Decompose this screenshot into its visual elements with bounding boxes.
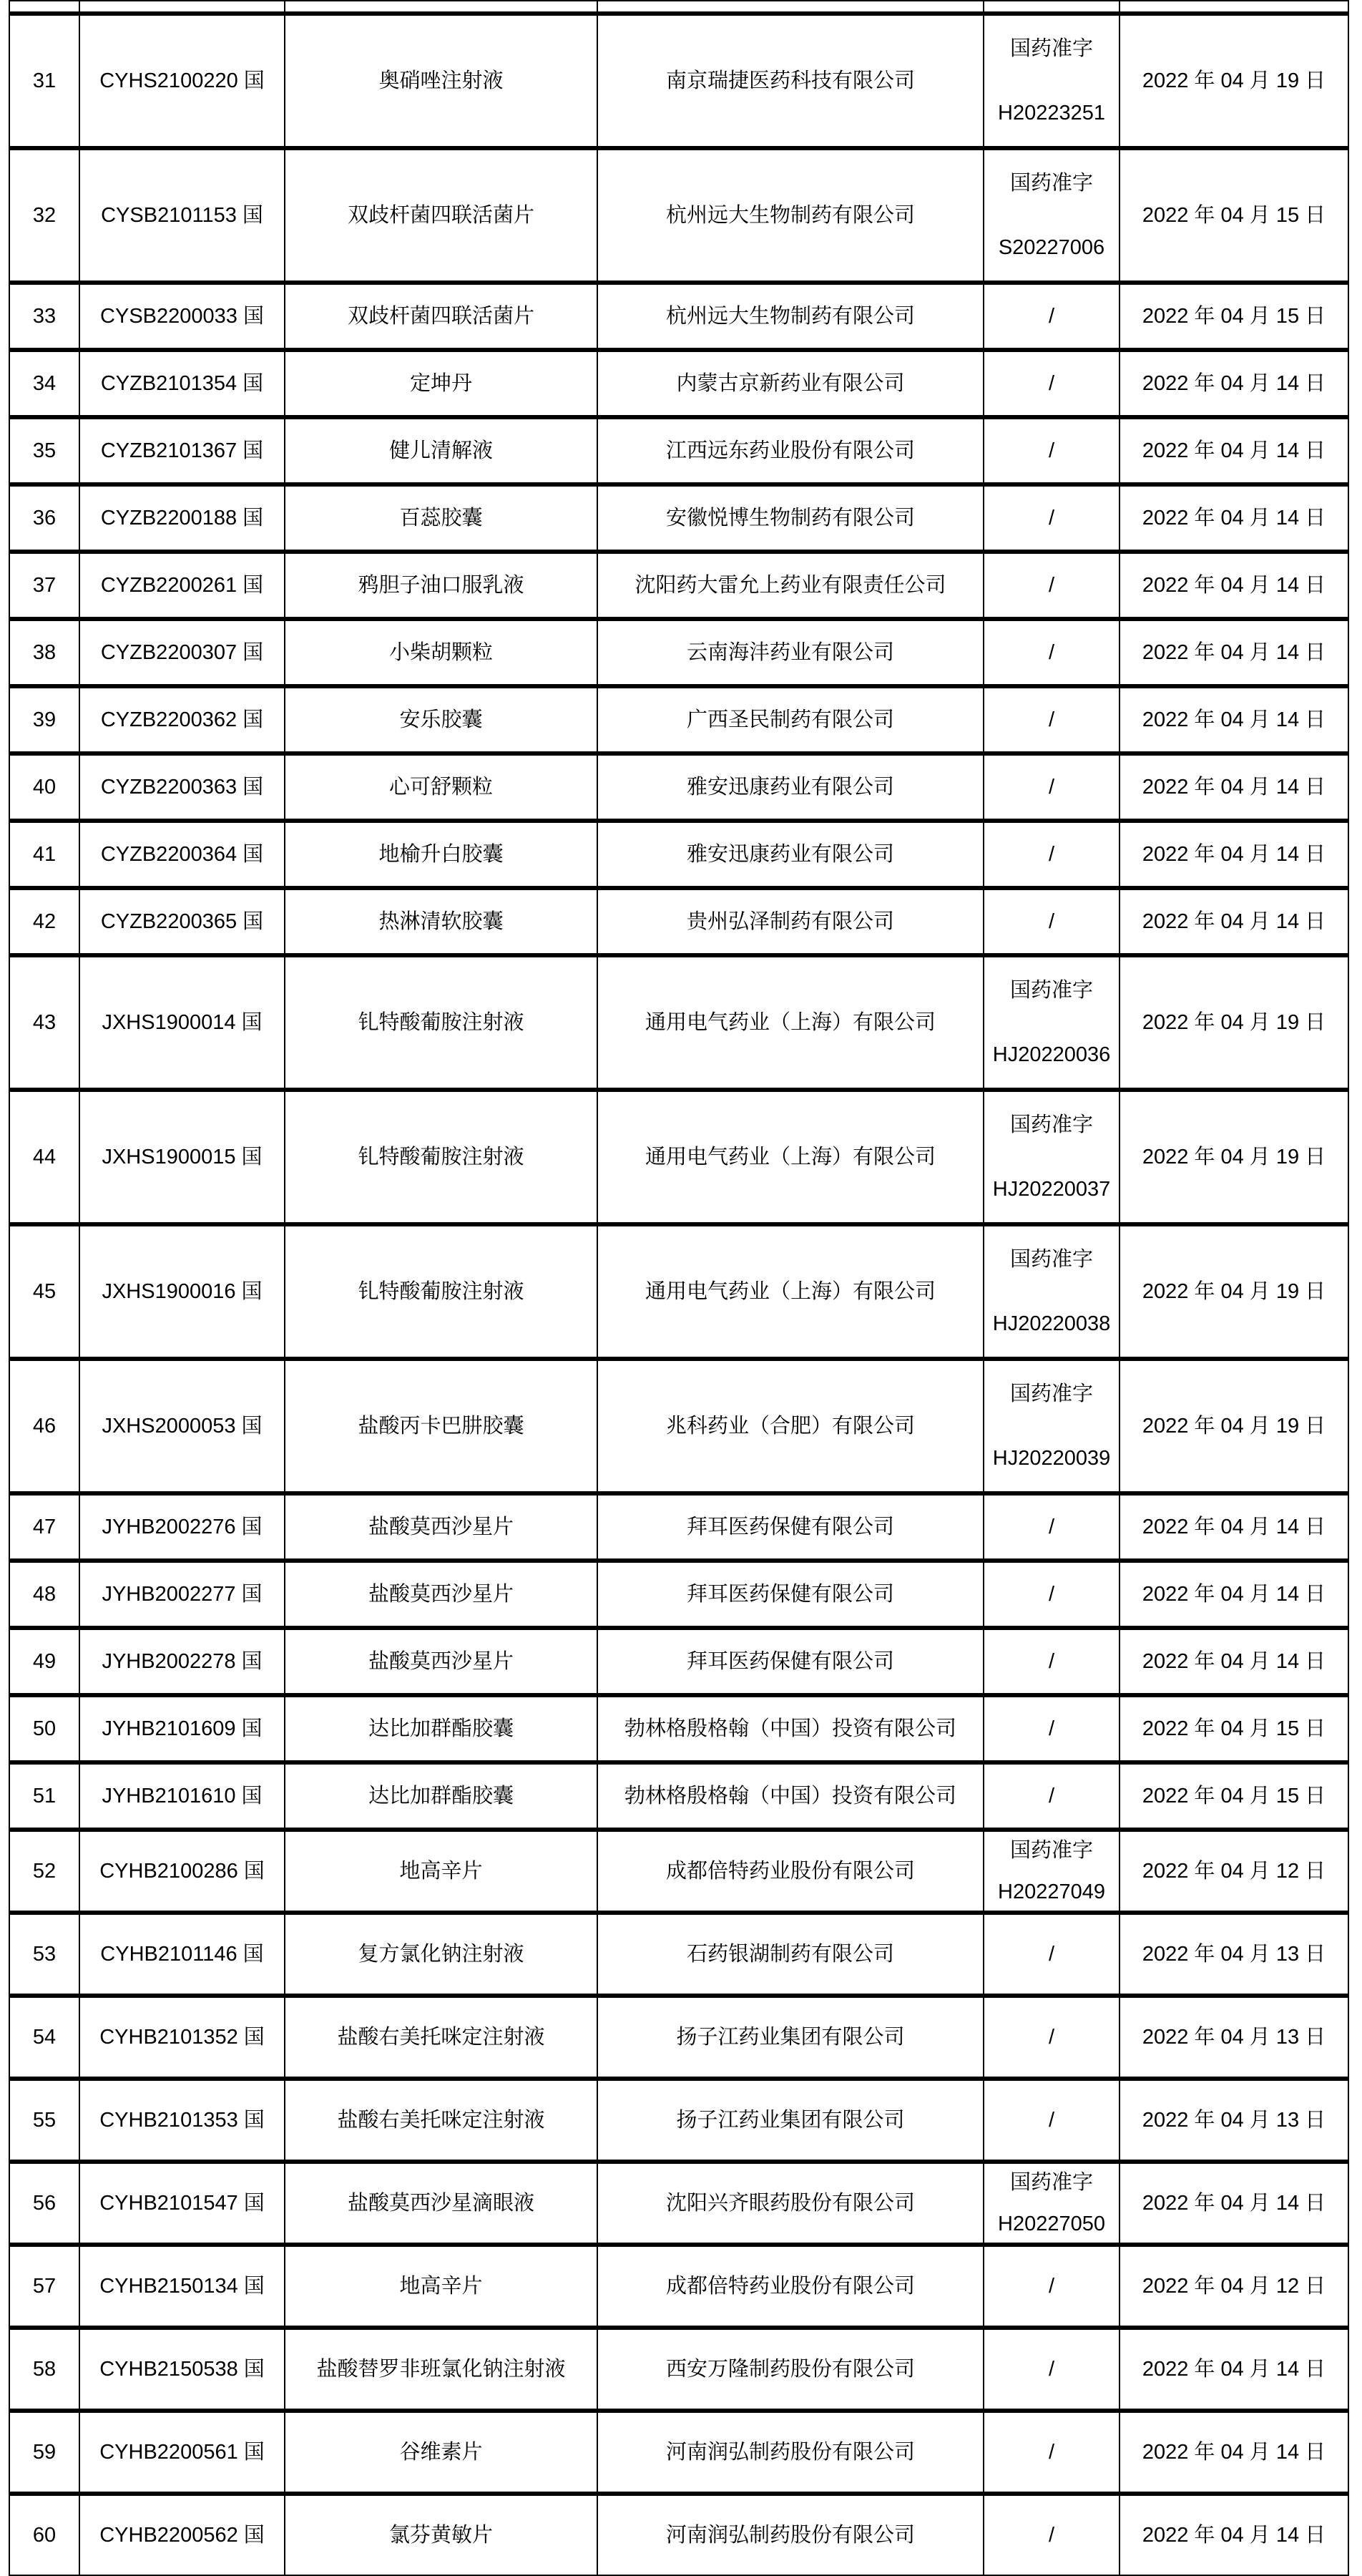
approval-no-cell: / — [984, 1913, 1120, 1996]
approval-no-cell: / — [984, 888, 1120, 955]
row-number-cell: 51 — [9, 1762, 79, 1830]
acceptance-no-cell: CYHB2200561 国 — [79, 2411, 285, 2494]
approval-no-cell: / — [984, 686, 1120, 753]
acceptance-no-cell: JXHS1900015 国 — [79, 1090, 285, 1224]
drug-name-cell: 复方氯化钠注射液 — [285, 1913, 597, 1996]
approval-no-cell: / — [984, 1996, 1120, 2079]
table-row — [9, 619, 1348, 686]
drug-name-cell: 双歧杆菌四联活菌片 — [285, 148, 597, 283]
approval-no-cell: / — [984, 2494, 1120, 2576]
approval-date-cell: 2022 年 04 月 14 日 — [1120, 686, 1348, 753]
acceptance-no-cell: CYHB2101547 国 — [79, 2162, 285, 2245]
row-number-cell: 31 — [9, 14, 79, 148]
approval-number: HJ20220037 — [992, 1178, 1111, 1201]
acceptance-no-cell: CYZB2200364 国 — [79, 821, 285, 888]
approval-number: HJ20220039 — [992, 1447, 1111, 1470]
table-row — [9, 148, 1348, 283]
drug-name-cell: 安乐胶囊 — [285, 686, 597, 753]
drug-name-cell: 谷维素片 — [285, 2411, 597, 2494]
company-cell: 石药银湖制药有限公司 — [597, 1913, 984, 1996]
row-number-cell: 37 — [9, 552, 79, 619]
approval-no-cell: / — [984, 1695, 1120, 1762]
drug-name-cell: 盐酸莫西沙星片 — [285, 1493, 597, 1561]
table-row — [9, 1913, 1348, 1996]
approval-no-cell — [984, 955, 1120, 1090]
approval-date-cell: 2022 年 04 月 14 日 — [1120, 417, 1348, 484]
acceptance-no-cell: CYZB2200363 国 — [79, 753, 285, 821]
acceptance-no-cell: CYZB2200365 国 — [79, 888, 285, 955]
approval-no-cell: / — [984, 1561, 1120, 1628]
approval-no-cell: / — [984, 484, 1120, 552]
drug-name-cell: 盐酸丙卡巴肼胶囊 — [285, 1359, 597, 1493]
company-cell: 广西圣民制药有限公司 — [597, 686, 984, 753]
sliver-cell — [597, 1, 984, 14]
row-number-cell: 41 — [9, 821, 79, 888]
company-cell: 杭州远大生物制药有限公司 — [597, 283, 984, 350]
table-row — [9, 821, 1348, 888]
approval-date-cell: 2022 年 04 月 14 日 — [1120, 1628, 1348, 1695]
approval-date-cell: 2022 年 04 月 15 日 — [1120, 148, 1348, 283]
approval-date-cell: 2022 年 04 月 14 日 — [1120, 484, 1348, 552]
row-number-cell: 53 — [9, 1913, 79, 1996]
approval-date-cell: 2022 年 04 月 14 日 — [1120, 350, 1348, 417]
company-cell: 拜耳医药保健有限公司 — [597, 1628, 984, 1695]
acceptance-no-cell: CYHB2150134 国 — [79, 2245, 285, 2328]
company-cell: 沈阳兴齐眼药股份有限公司 — [597, 2162, 984, 2245]
drug-name-cell: 健儿清解液 — [285, 417, 597, 484]
acceptance-no-cell: JYHB2002278 国 — [79, 1628, 285, 1695]
drug-name-cell: 双歧杆菌四联活菌片 — [285, 283, 597, 350]
company-cell: 安徽悦博生物制药有限公司 — [597, 484, 984, 552]
table-row — [9, 2411, 1348, 2494]
approval-number: H20227049 — [998, 1880, 1105, 1903]
drug-name-cell: 地高辛片 — [285, 1830, 597, 1913]
acceptance-no-cell: CYZB2200362 国 — [79, 686, 285, 753]
approval-date-cell: 2022 年 04 月 14 日 — [1120, 888, 1348, 955]
approval-stack — [989, 1382, 1114, 1470]
table-row — [9, 1996, 1348, 2079]
drug-name-cell: 地榆升白胶囊 — [285, 821, 597, 888]
drug-name-cell: 心可舒颗粒 — [285, 753, 597, 821]
row-number-cell: 48 — [9, 1561, 79, 1628]
drug-name-cell: 小柴胡颗粒 — [285, 619, 597, 686]
table-row — [9, 14, 1348, 148]
approval-no-cell: / — [984, 2079, 1120, 2162]
sliver-cell — [1120, 1, 1348, 14]
approval-number: HJ20220038 — [992, 1312, 1111, 1335]
company-cell: 通用电气药业（上海）有限公司 — [597, 955, 984, 1090]
approval-no-cell: / — [984, 283, 1120, 350]
table-row — [9, 1493, 1348, 1561]
table-row — [9, 2494, 1348, 2576]
approval-no-cell: / — [984, 1628, 1120, 1695]
approval-no-cell: / — [984, 1762, 1120, 1830]
company-cell: 通用电气药业（上海）有限公司 — [597, 1090, 984, 1224]
acceptance-no-cell: CYZB2101354 国 — [79, 350, 285, 417]
acceptance-no-cell: JYHB2002276 国 — [79, 1493, 285, 1561]
acceptance-no-cell: CYZB2101367 国 — [79, 417, 285, 484]
approval-date-cell: 2022 年 04 月 14 日 — [1120, 2328, 1348, 2411]
approval-prefix: 国药准字 — [1009, 2171, 1093, 2194]
approval-stack — [989, 1113, 1114, 1201]
acceptance-no-cell: JYHB2002277 国 — [79, 1561, 285, 1628]
table-row — [9, 417, 1348, 484]
row-number-cell: 39 — [9, 686, 79, 753]
acceptance-no-cell: JXHS1900014 国 — [79, 955, 285, 1090]
approval-no-cell — [984, 1090, 1120, 1224]
drug-name-cell: 百蕊胶囊 — [285, 484, 597, 552]
table-row — [9, 1561, 1348, 1628]
company-cell: 贵州弘泽制药有限公司 — [597, 888, 984, 955]
acceptance-no-cell: CYZB2200261 国 — [79, 552, 285, 619]
approval-prefix: 国药准字 — [1009, 1248, 1093, 1271]
approval-stack — [989, 36, 1114, 125]
company-cell: 沈阳药大雷允上药业有限责任公司 — [597, 552, 984, 619]
table-row — [9, 888, 1348, 955]
approval-date-cell: 2022 年 04 月 19 日 — [1120, 955, 1348, 1090]
row-number-cell: 57 — [9, 2245, 79, 2328]
table-row — [9, 484, 1348, 552]
approval-date-cell: 2022 年 04 月 19 日 — [1120, 1090, 1348, 1224]
approval-prefix: 国药准字 — [1009, 172, 1093, 195]
table-row — [9, 552, 1348, 619]
company-cell: 拜耳医药保健有限公司 — [597, 1493, 984, 1561]
acceptance-no-cell: JXHS2000053 国 — [79, 1359, 285, 1493]
company-cell: 雅安迅康药业有限公司 — [597, 753, 984, 821]
approval-stack — [989, 1247, 1114, 1336]
approval-date-cell: 2022 年 04 月 14 日 — [1120, 2411, 1348, 2494]
company-cell: 杭州远大生物制药有限公司 — [597, 148, 984, 283]
approval-stack — [989, 171, 1114, 260]
approval-date-cell: 2022 年 04 月 13 日 — [1120, 2079, 1348, 2162]
row-number-cell: 59 — [9, 2411, 79, 2494]
approval-no-cell — [984, 2162, 1120, 2245]
acceptance-no-cell: CYHB2150538 国 — [79, 2328, 285, 2411]
approval-no-cell: / — [984, 821, 1120, 888]
row-number-cell: 35 — [9, 417, 79, 484]
acceptance-no-cell: CYHB2100286 国 — [79, 1830, 285, 1913]
row-number-cell: 49 — [9, 1628, 79, 1695]
approval-date-cell: 2022 年 04 月 14 日 — [1120, 821, 1348, 888]
drug-name-cell: 地高辛片 — [285, 2245, 597, 2328]
company-cell: 云南海沣药业有限公司 — [597, 619, 984, 686]
table-row — [9, 1359, 1348, 1493]
drug-name-cell: 盐酸莫西沙星滴眼液 — [285, 2162, 597, 2245]
approval-prefix: 国药准字 — [1009, 37, 1093, 60]
drug-name-cell: 盐酸莫西沙星片 — [285, 1628, 597, 1695]
approval-date-cell: 2022 年 04 月 13 日 — [1120, 1996, 1348, 2079]
drug-name-cell: 定坤丹 — [285, 350, 597, 417]
sliver-cell — [9, 1, 79, 14]
approval-no-cell — [984, 14, 1120, 148]
approval-date-cell: 2022 年 04 月 13 日 — [1120, 1913, 1348, 1996]
approval-date-cell: 2022 年 04 月 14 日 — [1120, 552, 1348, 619]
drug-name-cell: 盐酸右美托咪定注射液 — [285, 2079, 597, 2162]
company-cell: 河南润弘制药股份有限公司 — [597, 2494, 984, 2576]
approval-no-cell: / — [984, 417, 1120, 484]
table-row — [9, 2245, 1348, 2328]
drug-name-cell: 热淋清软胶囊 — [285, 888, 597, 955]
approval-number: S20227006 — [998, 236, 1105, 259]
table-row — [9, 1090, 1348, 1224]
row-number-cell: 54 — [9, 1996, 79, 2079]
drug-name-cell: 盐酸莫西沙星片 — [285, 1561, 597, 1628]
table-row — [9, 1695, 1348, 1762]
acceptance-no-cell: CYHB2101353 国 — [79, 2079, 285, 2162]
table-row — [9, 2079, 1348, 2162]
drug-name-cell: 达比加群酯胶囊 — [285, 1695, 597, 1762]
approval-prefix: 国药准字 — [1009, 1382, 1093, 1405]
company-cell: 拜耳医药保健有限公司 — [597, 1561, 984, 1628]
row-number-cell: 33 — [9, 283, 79, 350]
approval-date-cell: 2022 年 04 月 14 日 — [1120, 2162, 1348, 2245]
row-number-cell: 60 — [9, 2494, 79, 2576]
approval-date-cell: 2022 年 04 月 14 日 — [1120, 753, 1348, 821]
approval-no-cell — [984, 148, 1120, 283]
drug-name-cell: 钆特酸葡胺注射液 — [285, 1090, 597, 1224]
approval-date-cell: 2022 年 04 月 14 日 — [1120, 1493, 1348, 1561]
sliver-cell — [79, 1, 285, 14]
row-number-cell: 50 — [9, 1695, 79, 1762]
row-number-cell: 44 — [9, 1090, 79, 1224]
company-cell: 内蒙古京新药业有限公司 — [597, 350, 984, 417]
company-cell: 南京瑞捷医药科技有限公司 — [597, 14, 984, 148]
approval-date-cell: 2022 年 04 月 14 日 — [1120, 2494, 1348, 2576]
company-cell: 勃林格殷格翰（中国）投资有限公司 — [597, 1762, 984, 1830]
approval-no-cell — [984, 1359, 1120, 1493]
approval-date-cell: 2022 年 04 月 14 日 — [1120, 1561, 1348, 1628]
row-number-cell: 32 — [9, 148, 79, 283]
acceptance-no-cell: CYHS2100220 国 — [79, 14, 285, 148]
drug-name-cell: 盐酸右美托咪定注射液 — [285, 1996, 597, 2079]
row-number-cell: 34 — [9, 350, 79, 417]
approval-prefix: 国药准字 — [1009, 979, 1093, 1002]
approval-date-cell: 2022 年 04 月 15 日 — [1120, 1695, 1348, 1762]
approval-prefix: 国药准字 — [1009, 1839, 1093, 1862]
approval-no-cell — [984, 1224, 1120, 1359]
row-number-cell: 58 — [9, 2328, 79, 2411]
table-row — [9, 2328, 1348, 2411]
acceptance-no-cell: CYZB2200188 国 — [79, 484, 285, 552]
table-row — [9, 1762, 1348, 1830]
approval-date-cell: 2022 年 04 月 19 日 — [1120, 1359, 1348, 1493]
approval-stack — [989, 978, 1114, 1067]
row-number-cell: 46 — [9, 1359, 79, 1493]
approval-no-cell: / — [984, 1493, 1120, 1561]
approval-date-cell: 2022 年 04 月 12 日 — [1120, 1830, 1348, 1913]
table-body — [9, 1, 1348, 2576]
approval-stack — [989, 2170, 1114, 2236]
approval-no-cell: / — [984, 2411, 1120, 2494]
table-row — [9, 753, 1348, 821]
row-number-cell: 47 — [9, 1493, 79, 1561]
row-number-cell: 38 — [9, 619, 79, 686]
row-number-cell: 43 — [9, 955, 79, 1090]
approval-number: H20227050 — [998, 2212, 1105, 2235]
row-number-cell: 52 — [9, 1830, 79, 1913]
table-row — [9, 1224, 1348, 1359]
drug-name-cell: 钆特酸葡胺注射液 — [285, 955, 597, 1090]
approval-no-cell: / — [984, 619, 1120, 686]
company-cell: 雅安迅康药业有限公司 — [597, 821, 984, 888]
row-number-cell: 55 — [9, 2079, 79, 2162]
company-cell: 西安万隆制药股份有限公司 — [597, 2328, 984, 2411]
sliver-cell — [984, 1, 1120, 14]
company-cell: 通用电气药业（上海）有限公司 — [597, 1224, 984, 1359]
approval-date-cell: 2022 年 04 月 15 日 — [1120, 283, 1348, 350]
table-row — [9, 955, 1348, 1090]
table-row — [9, 1628, 1348, 1695]
drug-name-cell: 氯芬黄敏片 — [285, 2494, 597, 2576]
company-cell: 扬子江药业集团有限公司 — [597, 1996, 984, 2079]
company-cell: 河南润弘制药股份有限公司 — [597, 2411, 984, 2494]
drug-name-cell: 钆特酸葡胺注射液 — [285, 1224, 597, 1359]
drug-approval-table — [9, 0, 1349, 2576]
acceptance-no-cell: JYHB2101610 国 — [79, 1762, 285, 1830]
acceptance-no-cell: CYSB2200033 国 — [79, 283, 285, 350]
row-number-cell: 42 — [9, 888, 79, 955]
table-row — [9, 1830, 1348, 1913]
company-cell: 江西远东药业股份有限公司 — [597, 417, 984, 484]
row-number-cell: 56 — [9, 2162, 79, 2245]
drug-name-cell: 鸦胆子油口服乳液 — [285, 552, 597, 619]
approval-number: HJ20220036 — [992, 1043, 1111, 1066]
acceptance-no-cell: CYHB2200562 国 — [79, 2494, 285, 2576]
approval-no-cell: / — [984, 552, 1120, 619]
approval-no-cell: / — [984, 350, 1120, 417]
approval-date-cell: 2022 年 04 月 15 日 — [1120, 1762, 1348, 1830]
row-number-cell: 45 — [9, 1224, 79, 1359]
approval-no-cell: / — [984, 753, 1120, 821]
company-cell: 扬子江药业集团有限公司 — [597, 2079, 984, 2162]
approval-number: H20223251 — [998, 102, 1105, 125]
approval-no-cell: / — [984, 2328, 1120, 2411]
acceptance-no-cell: CYHB2101146 国 — [79, 1913, 285, 1996]
company-cell: 成都倍特药业股份有限公司 — [597, 1830, 984, 1913]
table-row — [9, 350, 1348, 417]
company-cell: 勃林格殷格翰（中国）投资有限公司 — [597, 1695, 984, 1762]
company-cell: 成都倍特药业股份有限公司 — [597, 2245, 984, 2328]
previous-row-sliver — [9, 1, 1348, 14]
acceptance-no-cell: JXHS1900016 国 — [79, 1224, 285, 1359]
drug-name-cell: 奥硝唑注射液 — [285, 14, 597, 148]
table-row — [9, 686, 1348, 753]
approval-date-cell: 2022 年 04 月 19 日 — [1120, 1224, 1348, 1359]
acceptance-no-cell: CYHB2101352 国 — [79, 1996, 285, 2079]
acceptance-no-cell: CYSB2101153 国 — [79, 148, 285, 283]
approval-prefix: 国药准字 — [1009, 1113, 1093, 1136]
table-row — [9, 2162, 1348, 2245]
approval-date-cell: 2022 年 04 月 14 日 — [1120, 619, 1348, 686]
acceptance-no-cell: JYHB2101609 国 — [79, 1695, 285, 1762]
drug-name-cell: 达比加群酯胶囊 — [285, 1762, 597, 1830]
approval-date-cell: 2022 年 04 月 19 日 — [1120, 14, 1348, 148]
approval-no-cell — [984, 1830, 1120, 1913]
table-row — [9, 283, 1348, 350]
acceptance-no-cell: CYZB2200307 国 — [79, 619, 285, 686]
drug-name-cell: 盐酸替罗非班氯化钠注射液 — [285, 2328, 597, 2411]
approval-no-cell: / — [984, 2245, 1120, 2328]
approval-date-cell: 2022 年 04 月 12 日 — [1120, 2245, 1348, 2328]
row-number-cell: 36 — [9, 484, 79, 552]
sliver-cell — [285, 1, 597, 14]
row-number-cell: 40 — [9, 753, 79, 821]
approval-stack — [989, 1838, 1114, 1904]
company-cell: 兆科药业（合肥）有限公司 — [597, 1359, 984, 1493]
